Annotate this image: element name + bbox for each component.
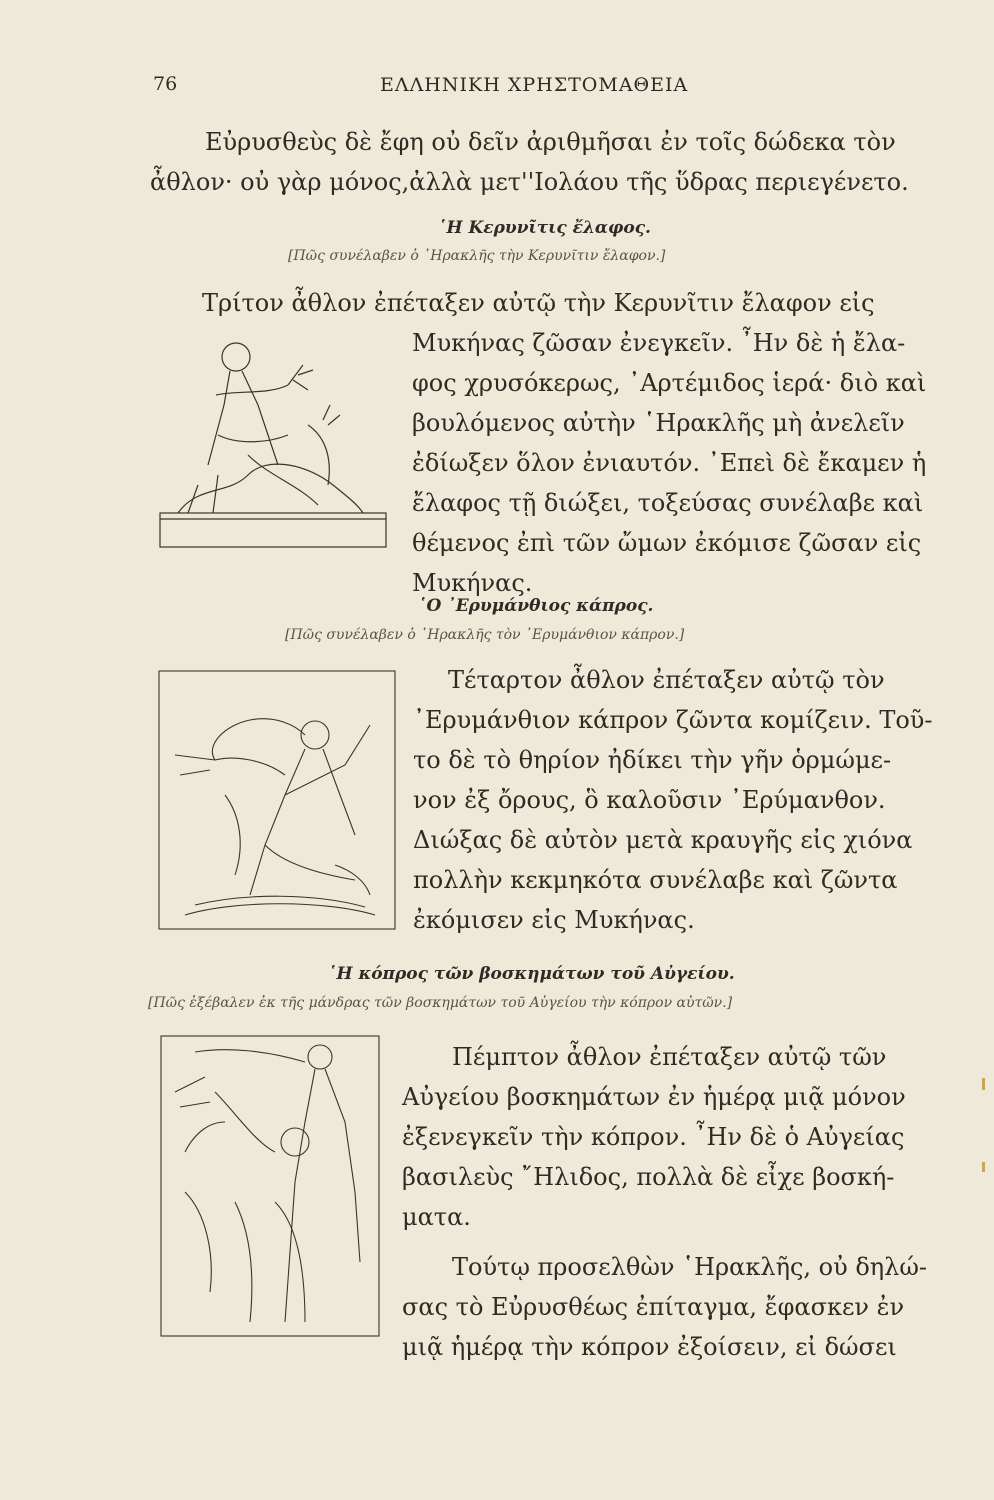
page-edge-mark xyxy=(982,1162,985,1172)
paragraph-line: Πέμπτον ἆθλον ἐπέταξεν αὐτῷ τῶν xyxy=(452,1043,887,1071)
paragraph-line: Αὐγείου βοσκημάτων ἐν ἡμέρᾳ μιᾷ μόνον xyxy=(402,1083,906,1111)
section-subtitle-erymanthian-boar: [Πῶς συνέλαβεν ὁ ῾Ηρακλῆς τὸν ᾿Ερυμάνθιον κάπρον.] xyxy=(285,627,685,643)
intro-line-2: ἆθλον· οὐ γὰρ μόνος,ἀλλὰ μετ''Ιολάου τῆς ὕδρας περιεγένετο. xyxy=(150,168,909,196)
paragraph-line: σας τὸ Εὐρυσθέως ἐπίταγμα, ἔφασκεν ἐν xyxy=(402,1293,905,1321)
section-title-erymanthian-boar: ῾Ο ᾿Ερυμάνθιος κάπρος. xyxy=(418,596,654,616)
paragraph-line: ἐδίωξεν ὅλον ἐνιαυτόν. ᾿Επεὶ δὲ ἔκαμεν ἡ xyxy=(412,449,927,477)
illustration-heracles-and-hind xyxy=(158,335,388,550)
paragraph-line: ᾿Ερυμάνθιον κάπρον ζῶντα κομίζειν. Τοῦ- xyxy=(413,706,933,734)
paragraph-line: Μυκήνας ζῶσαν ἐνεγκεῖν. ῏Ην δὲ ἡ ἔλα- xyxy=(412,329,906,357)
paragraph-line: νον ἐξ ὄρους, ὃ καλοῦσιν ᾿Ερύμανθον. xyxy=(413,786,886,814)
illustration-heracles-and-boar xyxy=(155,665,400,935)
paragraph-line: ἐκόμισεν εἰς Μυκήνας. xyxy=(413,906,695,934)
paragraph-line: το δὲ τὸ θηρίον ἠδίκει τὴν γῆν ὁρμώμε- xyxy=(413,746,892,774)
section-title-augean-stables: ῾Η κόπρος τῶν βοσκημάτων τοῦ Αὐγείου. xyxy=(328,964,735,984)
paragraph-line: ματα. xyxy=(402,1203,471,1231)
page-number: 76 xyxy=(153,73,178,95)
paragraph-line: μιᾷ ἡμέρᾳ τὴν κόπρον ἐξοίσειν, εἰ δώσει xyxy=(402,1333,897,1361)
paragraph-line: Διώξας δὲ αὐτὸν μετὰ κραυγῆς εἰς χιόνα xyxy=(413,826,913,854)
paragraph-line: βουλόμενος αὐτὴν ῾Ηρακλῆς μὴ ἀνελεῖν xyxy=(412,409,905,437)
paragraph-line: πολλὴν κεκμηκότα συνέλαβε καὶ ζῶντα xyxy=(413,866,898,894)
paragraph-line: θέμενος ἐπὶ τῶν ὤμων ἐκόμισε ζῶσαν εἰς xyxy=(412,529,922,557)
illustration-heracles-augean-stables xyxy=(155,1032,385,1342)
paragraph-line: ἐξενεγκεῖν τὴν κόπρον. ῏Ην δὲ ὁ Αὐγείας xyxy=(402,1123,905,1151)
section-title-cerynitian-hind: ῾Η Κερυνῖτις ἔλαφος. xyxy=(438,218,651,238)
running-title: ΕΛΛΗΝΙΚΗ ΧΡΗΣΤΟΜΑΘΕΙΑ xyxy=(380,74,689,96)
section-subtitle-augean-stables: [Πῶς ἐξέβαλεν ἐκ τῆς μάνδρας τῶν βοσκημάτων τοῦ Αὐγείου τὴν κόπρον αὐτῶν.] xyxy=(148,995,733,1011)
paragraph-line: Τέταρτον ἆθλον ἐπέταξεν αὐτῷ τὸν xyxy=(448,666,885,694)
intro-line-1: Εὐρυσθεὺς δὲ ἔφη οὐ δεῖν ἀριθμῆσαι ἐν τοῖς δώδεκα τὸν xyxy=(205,128,896,156)
paragraph-line: φος χρυσόκερως, ᾿Αρτέμιδος ἱερά· διὸ καὶ xyxy=(412,369,927,397)
paragraph-line: Τούτῳ προσελθὼν ῾Ηρακλῆς, οὐ δηλώ- xyxy=(452,1253,928,1281)
paragraph-line: βασιλεὺς ῎Ηλιδος, πολλὰ δὲ εἶχε βοσκή- xyxy=(402,1163,895,1191)
paragraph-line: ἔλαφος τῇ διώξει, τοξεύσας συνέλαβε καὶ xyxy=(412,489,924,517)
section-subtitle-cerynitian-hind: [Πῶς συνέλαβεν ὁ ῾Ηρακλῆς τὴν Κερυνῖτιν ἔλαφον.] xyxy=(288,248,666,264)
paragraph-line: Μυκήνας. xyxy=(412,569,533,597)
paragraph-line: Τρίτον ἆθλον ἐπέταξεν αὐτῷ τὴν Κερυνῖτιν ἔλαφον εἰς xyxy=(202,289,875,317)
page-edge-mark xyxy=(982,1078,985,1090)
